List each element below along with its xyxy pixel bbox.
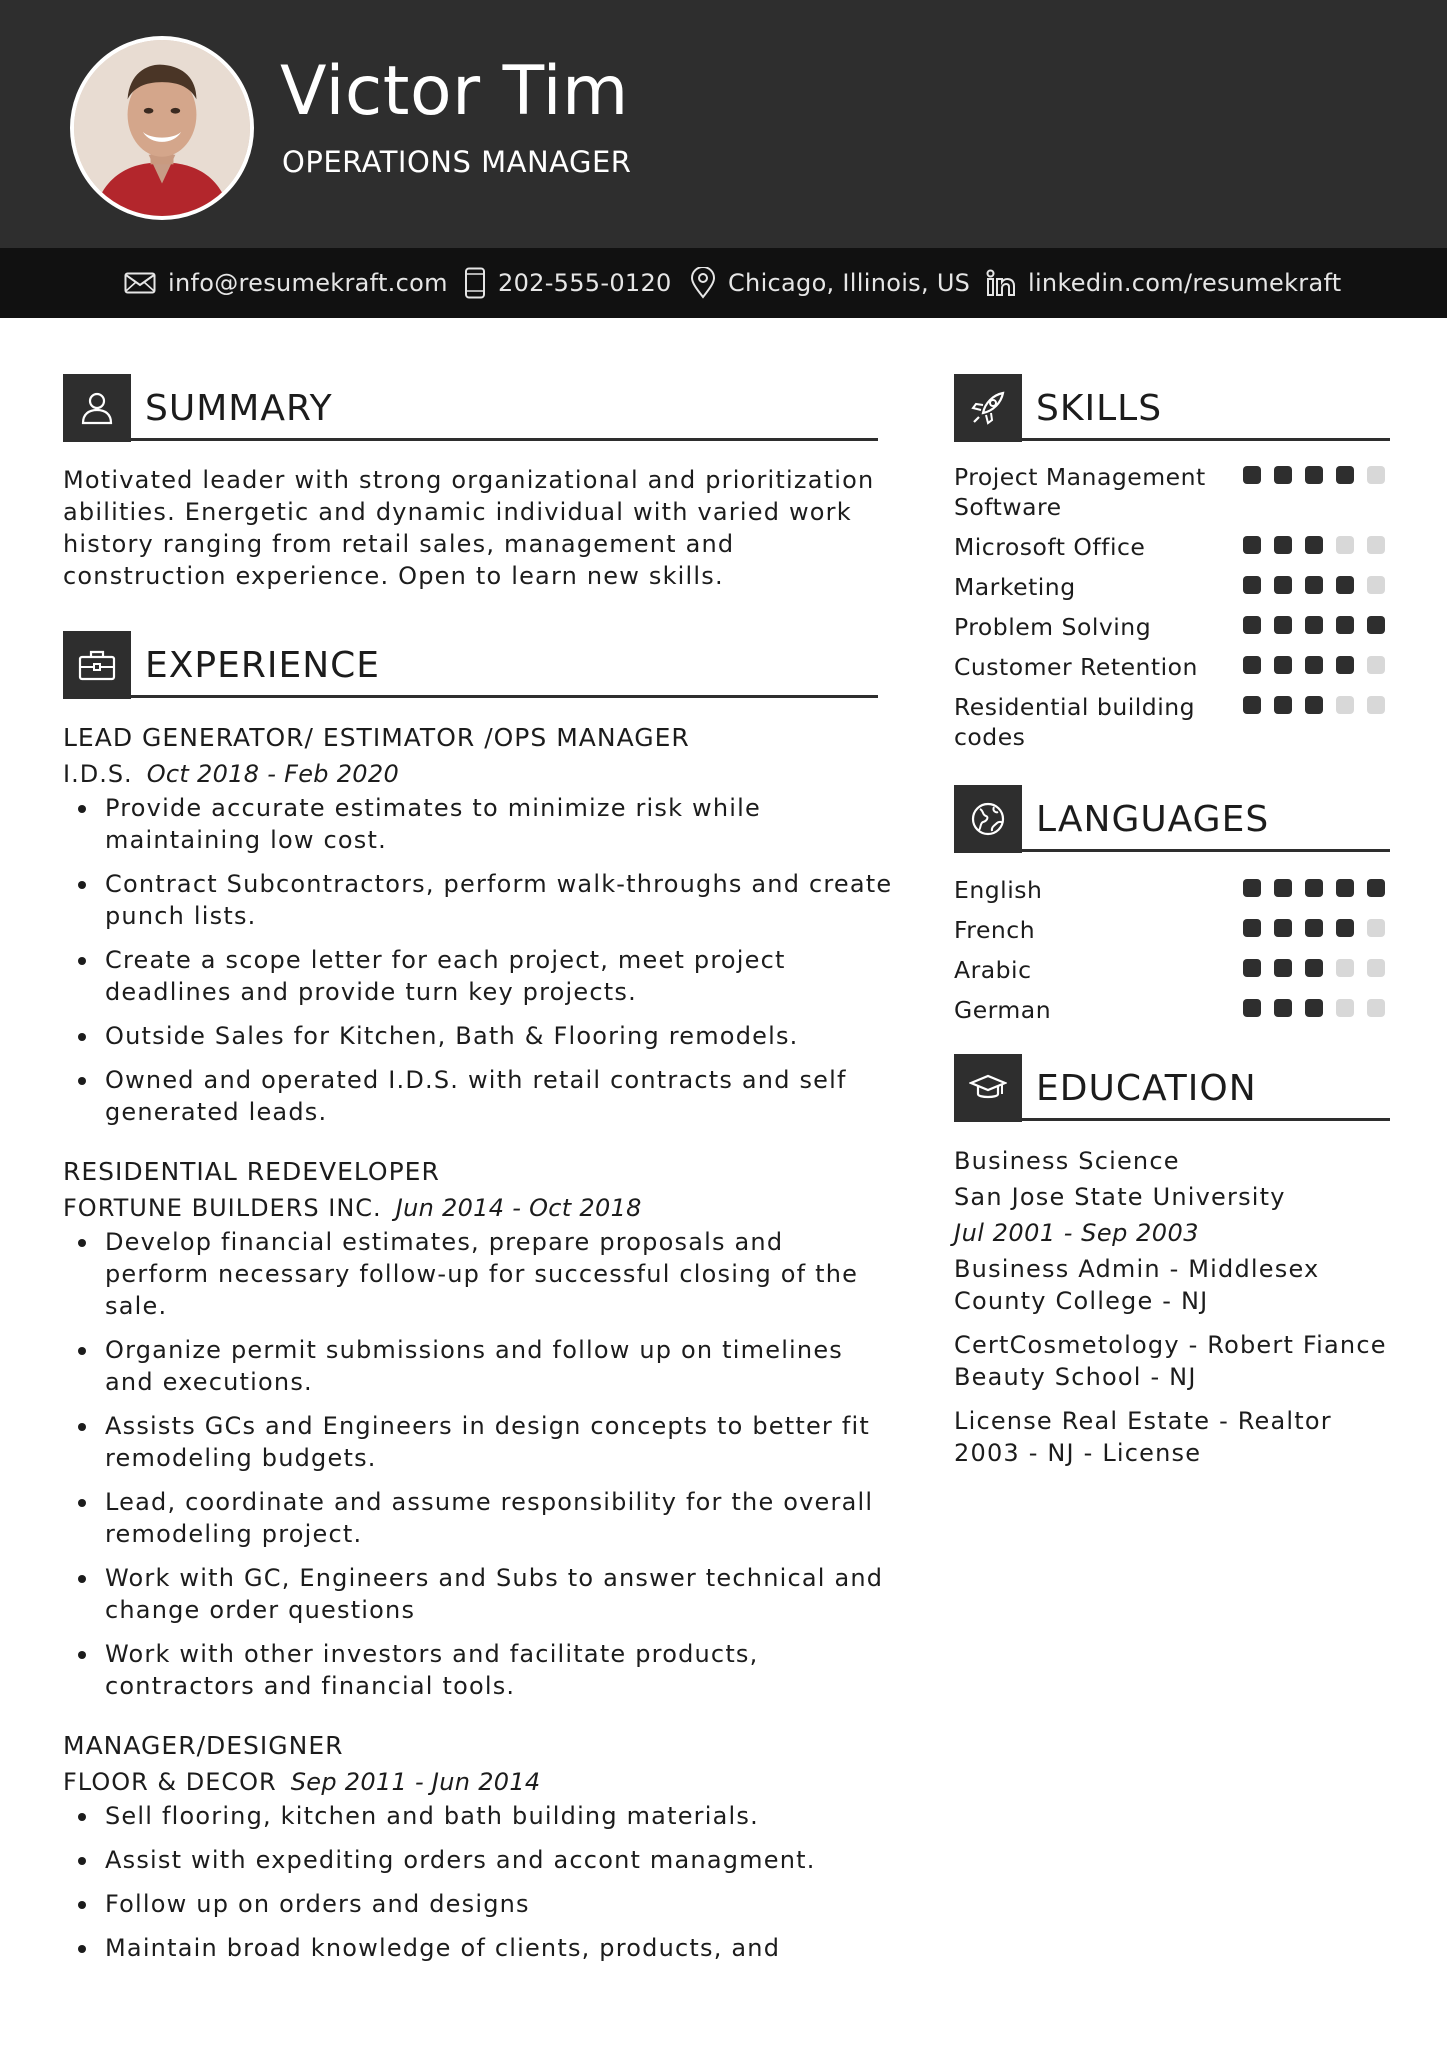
list-item: Lead, coordinate and assume responsibility for the overall remodeling project. [63,1486,893,1550]
email-text: info@resumekraft.com [168,269,448,297]
experience-rule [63,695,878,698]
job-meta [63,758,893,790]
skill-label: Project Management Software [954,463,1206,521]
rating-dot-empty [1336,959,1354,977]
location-icon [690,267,716,299]
job-entry-1 [63,722,893,1140]
graduation-cap-icon [969,1072,1007,1104]
rating-dot-empty [1336,536,1354,554]
contact-bar [0,248,1447,318]
summary-heading [63,374,333,442]
rating-dot-filled [1274,696,1292,714]
rating-dot-filled [1243,959,1261,977]
rating-dot-filled [1243,999,1261,1017]
job-role: MANAGER/DESIGNER [63,1731,344,1760]
rating-dot-filled [1243,656,1261,674]
skill-rating [1243,536,1398,554]
language-label: English [954,876,1043,904]
skill-label: Marketing [954,573,1076,601]
job-bullets [63,792,893,1128]
language-label: Arabic [954,956,1032,984]
rating-dot-filled [1367,879,1385,897]
resume-header [0,0,1447,248]
rating-dot-filled [1305,656,1323,674]
job-dates: Jun 2014 - Oct 2018 [395,1194,642,1222]
list-item: Assists GCs and Engineers in design concepts to better fit remodeling budgets. [63,1410,893,1474]
rating-dot-filled [1274,919,1292,937]
avatar [70,36,254,220]
rating-dot-filled [1305,696,1323,714]
skills-heading [954,374,1162,442]
list-item: Provide accurate estimates to minimize risk while maintaining low cost. [63,792,893,856]
rating-dot-filled [1243,919,1261,937]
list-item: Outside Sales for Kitchen, Bath & Flooring remodels. [63,1020,893,1052]
summary-text: Motivated leader with strong organizational and prioritization abilities. Energetic and dynamic individual with varied work history ranging from retail sales, management and construction experience. Open to learn new skills. [63,466,875,590]
rating-dot-filled [1243,536,1261,554]
skill-label: Customer Retention [954,653,1198,681]
skill-label: Microsoft Office [954,533,1146,561]
job-entry-2 [63,1156,893,1714]
rating-dot-filled [1305,919,1323,937]
rating-dot-filled [1274,999,1292,1017]
education-rule [954,1118,1390,1121]
rating-dot-filled [1336,879,1354,897]
education-school: San Jose State University [954,1183,1286,1211]
rating-dot-filled [1243,696,1261,714]
list-item: Owned and operated I.D.S. with retail contracts and self generated leads. [63,1064,893,1128]
languages-rule [954,849,1390,852]
rating-dot-empty [1367,999,1385,1017]
rating-dot-filled [1274,879,1292,897]
job-dates: Sep 2011 - Jun 2014 [290,1768,541,1796]
rating-dot-empty [1367,656,1385,674]
job-bullets [63,1800,893,1964]
skill-rating [1243,576,1398,594]
languages-title: LANGUAGES [1036,798,1270,840]
list-item: Sell flooring, kitchen and bath building materials. [63,1800,893,1832]
rating-dot-filled [1336,466,1354,484]
language-rating [1243,999,1398,1017]
rating-dot-filled [1305,879,1323,897]
contact-location [690,248,970,318]
job-role: RESIDENTIAL REDEVELOPER [63,1157,440,1186]
rating-dot-filled [1274,656,1292,674]
languages-heading [954,785,1269,853]
job-dates: Oct 2018 - Feb 2020 [146,760,400,788]
linkedin-icon [986,269,1016,297]
rating-dot-filled [1305,959,1323,977]
rating-dot-filled [1336,576,1354,594]
candidate-title: OPERATIONS MANAGER [282,145,632,179]
list-item: Develop financial estimates, prepare proposals and perform necessary follow-up for successful closing of the sale. [63,1226,893,1322]
skill-rating [1243,696,1398,714]
rating-dot-filled [1274,616,1292,634]
education-primary [954,1145,1404,1249]
languages-icon-box [954,785,1022,853]
phone-icon [464,267,486,299]
language-rating [1243,879,1398,897]
education-other-3: License Real Estate - Realtor 2003 - NJ - License [954,1407,1332,1467]
contact-email[interactable] [124,248,448,318]
rating-dot-filled [1243,879,1261,897]
job-bullets [63,1226,893,1702]
profile-photo [74,40,250,216]
language-rating [1243,959,1398,977]
briefcase-icon [78,649,116,681]
education-icon-box [954,1054,1022,1122]
rating-dot-filled [1243,576,1261,594]
rating-dot-filled [1305,999,1323,1017]
location-text: Chicago, Illinois, US [728,269,971,297]
job-company: FORTUNE BUILDERS INC. [63,1194,382,1222]
job-entry-3 [63,1730,893,1976]
rating-dot-filled [1274,536,1292,554]
job-company: FLOOR & DECOR [63,1768,277,1796]
rating-dot-filled [1367,616,1385,634]
experience-heading [63,631,380,699]
rating-dot-filled [1336,616,1354,634]
rating-dot-filled [1305,576,1323,594]
contact-linkedin[interactable] [986,248,1342,318]
education-title: EDUCATION [1036,1067,1257,1109]
list-item: Organize permit submissions and follow up on timelines and executions. [63,1334,893,1398]
skill-rating [1243,616,1398,634]
job-meta [63,1192,893,1224]
list-item: Work with GC, Engineers and Subs to answer technical and change order questions [63,1562,893,1626]
rating-dot-empty [1367,959,1385,977]
person-icon [79,390,115,426]
globe-icon [970,801,1006,837]
rating-dot-filled [1274,466,1292,484]
education-degree: Business Science [954,1147,1180,1175]
language-label: French [954,916,1036,944]
skill-label: Residential building codes [954,693,1196,751]
rating-dot-empty [1367,536,1385,554]
rating-dot-empty [1367,576,1385,594]
skill-rating [1243,656,1398,674]
rating-dot-filled [1305,536,1323,554]
education-other-1: Business Admin - Middlesex County College - NJ [954,1255,1320,1315]
rating-dot-filled [1305,616,1323,634]
list-item: Create a scope letter for each project, meet project deadlines and provide turn key projects. [63,944,893,1008]
skills-icon-box [954,374,1022,442]
list-item: Contract Subcontractors, perform walk-throughs and create punch lists. [63,868,893,932]
language-label: German [954,996,1052,1024]
rating-dot-filled [1243,466,1261,484]
skill-label: Problem Solving [954,613,1152,641]
summary-title: SUMMARY [145,387,333,429]
list-item: Work with other investors and facilitate products, contractors and financial tools. [63,1638,893,1702]
language-rating [1243,919,1398,937]
skills-rule [954,438,1390,441]
list-item: Follow up on orders and designs [63,1888,893,1920]
rating-dot-filled [1336,919,1354,937]
rating-dot-filled [1274,959,1292,977]
education-other-2: CertCosmetology - Robert Fiance Beauty School - NJ [954,1331,1387,1391]
summary-rule [63,438,878,441]
rocket-icon [969,389,1007,427]
education-heading [954,1054,1257,1122]
list-item: Assist with expediting orders and accont managment. [63,1844,893,1876]
experience-title: EXPERIENCE [145,644,381,686]
candidate-name: Victor Tim [280,52,629,131]
experience-icon-box [63,631,131,699]
rating-dot-empty [1367,696,1385,714]
skill-rating [1243,466,1398,484]
summary-icon-box [63,374,131,442]
skills-title: SKILLS [1036,387,1163,429]
contact-phone[interactable] [464,248,672,318]
rating-dot-empty [1336,696,1354,714]
email-icon [124,272,156,294]
rating-dot-empty [1336,999,1354,1017]
list-item: Maintain broad knowledge of clients, products, and [63,1932,893,1964]
phone-text: 202-555-0120 [498,269,672,297]
rating-dot-filled [1274,576,1292,594]
linkedin-text: linkedin.com/resumekraft [1028,269,1342,297]
job-company: I.D.S. [63,760,133,788]
education-dates: Jul 2001 - Sep 2003 [954,1219,1200,1247]
job-meta [63,1766,893,1798]
rating-dot-filled [1336,656,1354,674]
rating-dot-filled [1305,466,1323,484]
job-role: LEAD GENERATOR/ ESTIMATOR /OPS MANAGER [63,723,690,752]
rating-dot-empty [1367,466,1385,484]
rating-dot-empty [1367,919,1385,937]
rating-dot-filled [1243,616,1261,634]
